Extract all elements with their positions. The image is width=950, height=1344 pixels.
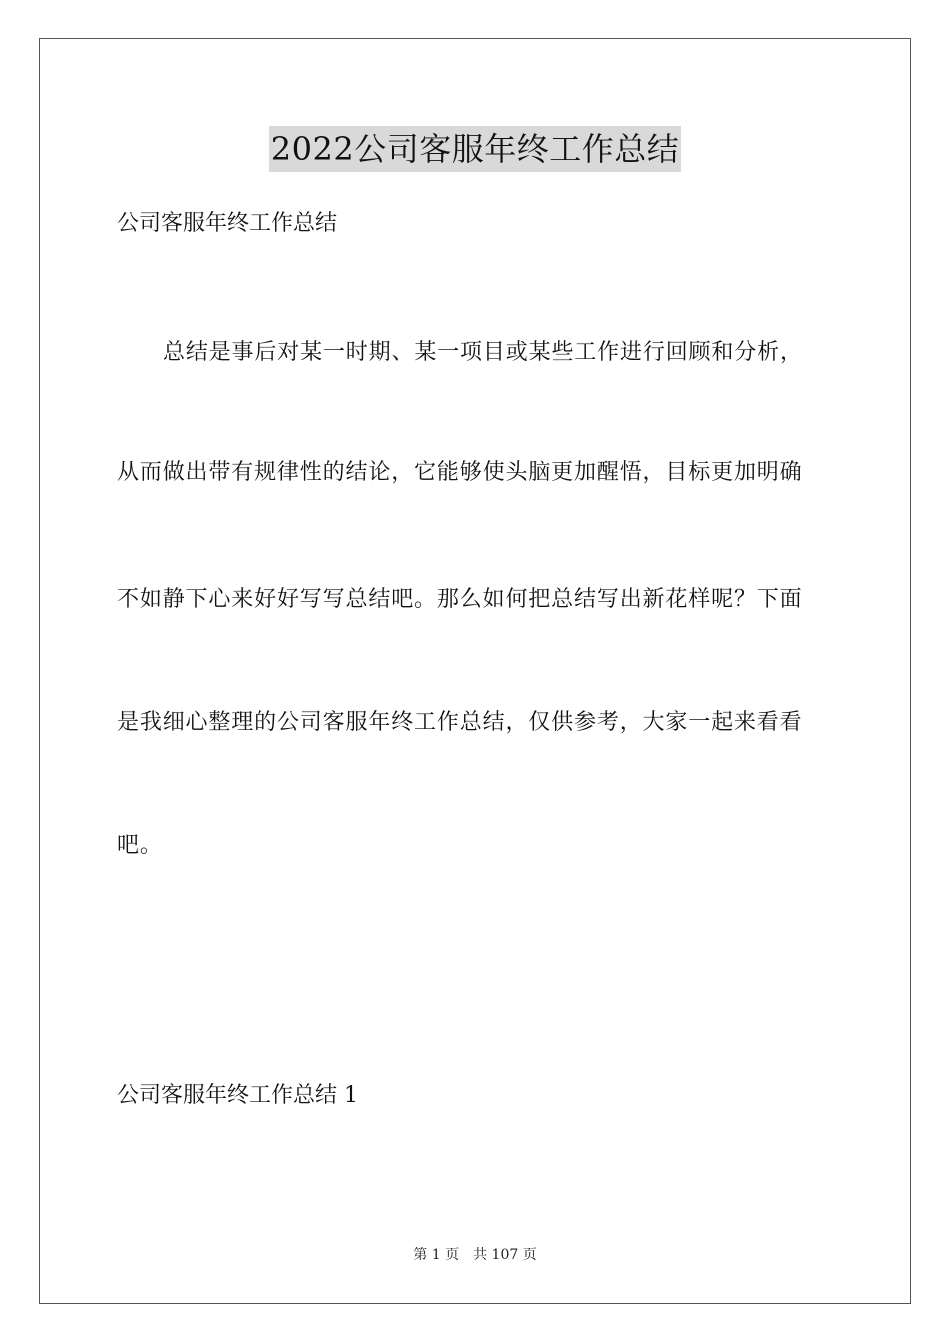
page-number: 第 1 页	[413, 1247, 460, 1263]
document-title	[0, 126, 950, 172]
intro-line-5: 吧。	[117, 833, 163, 858]
intro-line-2: 从而做出带有规律性的结论，它能够使头脑更加醒悟，目标更加明确	[117, 460, 803, 485]
page-footer	[0, 1245, 950, 1265]
intro-line-1: 总结是事后对某一时期、某一项目或某些工作进行回顾和分析，	[163, 340, 803, 365]
intro-line-4: 是我细心整理的公司客服年终工作总结，仅供参考，大家一起来看看	[117, 710, 803, 735]
intro-line-3: 不如静下心来好好写写总结吧。那么如何把总结写出新花样呢？下面	[117, 587, 803, 612]
page-total: 共 107 页	[473, 1247, 537, 1263]
section-heading: 公司客服年终工作总结 1	[117, 1083, 358, 1108]
document-subtitle: 公司客服年终工作总结	[117, 211, 338, 236]
document-title-text: 2022公司客服年终工作总结	[269, 126, 681, 172]
